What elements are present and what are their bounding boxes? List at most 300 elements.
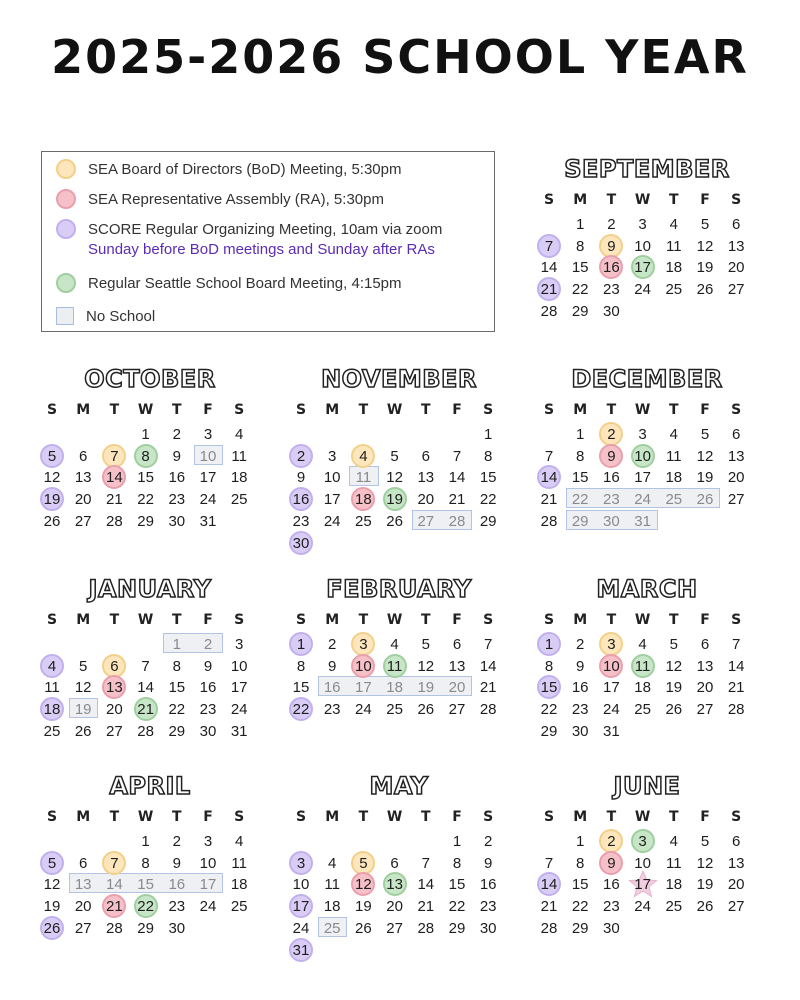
weekday-label: T bbox=[172, 809, 182, 825]
calendar-day: 9 bbox=[296, 469, 306, 487]
weekday-label: T bbox=[669, 612, 679, 628]
weekday-label: F bbox=[700, 612, 710, 628]
calendar-day: 24 bbox=[292, 919, 310, 937]
calendar-day: 28 bbox=[137, 722, 154, 740]
weekday-label: M bbox=[325, 809, 340, 825]
calendar-day: 4 bbox=[669, 833, 678, 850]
calendar-day: 18 bbox=[665, 259, 683, 277]
calendar-day: 27 bbox=[727, 491, 745, 509]
calendar-day: 18 bbox=[230, 469, 248, 487]
calendar-day: 8 bbox=[452, 854, 462, 872]
calendar-day: 30 bbox=[603, 512, 620, 530]
calendar-day: 29 bbox=[540, 722, 558, 740]
calendar-day: 4 bbox=[669, 426, 678, 443]
calendar-day: 11 bbox=[634, 657, 651, 675]
calendar-day: 20 bbox=[727, 876, 745, 894]
calendar-day: 23 bbox=[323, 701, 341, 719]
calendar-day: 15 bbox=[540, 679, 558, 697]
calendar-day: 17 bbox=[603, 679, 620, 697]
calendar-day: 2 bbox=[203, 636, 213, 653]
weekday-label: T bbox=[669, 809, 679, 825]
calendar-day: 29 bbox=[137, 512, 154, 530]
month-title: MAY bbox=[369, 772, 429, 800]
calendar-day: 11 bbox=[386, 657, 403, 675]
calendar-day: 27 bbox=[727, 898, 745, 916]
calendar-day: 31 bbox=[199, 512, 217, 530]
calendar-day: 9 bbox=[203, 657, 213, 675]
calendar-day: 2 bbox=[484, 833, 493, 850]
calendar-day: 25 bbox=[634, 701, 651, 719]
weekday-label: T bbox=[421, 612, 431, 628]
calendar-day: 22 bbox=[168, 701, 186, 719]
calendar-day: 25 bbox=[665, 281, 683, 299]
calendar-day: 7 bbox=[544, 447, 554, 465]
calendar-day: 6 bbox=[732, 833, 741, 850]
calendar-day: 16 bbox=[292, 491, 310, 509]
calendar-day: 18 bbox=[43, 701, 61, 719]
month-title: MARCH bbox=[596, 575, 698, 603]
calendar-day: 8 bbox=[576, 237, 585, 255]
calendar-day: 24 bbox=[199, 491, 217, 509]
weekday-label: W bbox=[137, 612, 154, 628]
calendar-day: 26 bbox=[43, 512, 61, 530]
calendar-day: 31 bbox=[634, 512, 651, 530]
calendar-day: 29 bbox=[168, 722, 186, 740]
weekday-label: M bbox=[573, 612, 588, 628]
page-title: 2025-2026 SCHOOL YEAR bbox=[51, 30, 749, 84]
calendar-day: 19 bbox=[417, 679, 435, 697]
weekday-label: S bbox=[543, 192, 555, 208]
calendar-day: 7 bbox=[544, 854, 554, 872]
calendar-day: 1 bbox=[296, 636, 306, 653]
calendar-day: 15 bbox=[479, 469, 497, 487]
calendar-day: 16 bbox=[603, 469, 620, 487]
calendar-day: 6 bbox=[79, 854, 88, 872]
calendar-day: 4 bbox=[328, 854, 337, 872]
calendar-day: 6 bbox=[390, 854, 399, 872]
month-title: JANUARY bbox=[88, 575, 212, 603]
calendar-day: 3 bbox=[328, 447, 337, 465]
calendar-day: 17 bbox=[199, 876, 217, 894]
weekday-label: M bbox=[325, 402, 340, 418]
calendar-day: 11 bbox=[666, 854, 682, 872]
calendar-day: 26 bbox=[696, 898, 714, 916]
calendar-day: 23 bbox=[292, 512, 310, 530]
weekday-label: F bbox=[700, 402, 710, 418]
calendar-day: 10 bbox=[603, 657, 620, 675]
calendar-day: 28 bbox=[540, 919, 558, 937]
weekday-label: S bbox=[234, 402, 245, 418]
calendar-day: 12 bbox=[417, 657, 435, 675]
weekday-label: S bbox=[483, 402, 494, 418]
calendar-day: 27 bbox=[74, 512, 92, 530]
calendar-day: 19 bbox=[386, 491, 403, 509]
calendar-day: 12 bbox=[386, 469, 403, 487]
calendar-day: 13 bbox=[696, 657, 714, 675]
calendar-day: 16 bbox=[603, 876, 620, 894]
weekday-label: S bbox=[295, 809, 307, 825]
calendar-day: 24 bbox=[634, 281, 651, 299]
weekday-label: S bbox=[543, 809, 555, 825]
calendar-day: 2 bbox=[296, 447, 306, 465]
calendar-day: 19 bbox=[696, 469, 714, 487]
calendar-day: 23 bbox=[571, 701, 589, 719]
weekday-label: M bbox=[573, 192, 588, 208]
calendar-day: 26 bbox=[386, 512, 403, 530]
weekday-label: W bbox=[634, 192, 651, 208]
calendar-day: 7 bbox=[544, 237, 554, 255]
calendar-day: 3 bbox=[235, 636, 244, 653]
calendar-day: 10 bbox=[634, 854, 651, 872]
calendar-day: 11 bbox=[324, 876, 340, 894]
calendar-day: 30 bbox=[168, 512, 186, 530]
calendar-day: 16 bbox=[323, 679, 341, 697]
calendar-day: 22 bbox=[571, 898, 589, 916]
weekday-label: M bbox=[76, 809, 91, 825]
calendar-day: 4 bbox=[47, 657, 57, 675]
weekday-label: T bbox=[669, 192, 679, 208]
calendar-day: 5 bbox=[47, 447, 57, 465]
calendar-day: 19 bbox=[665, 679, 683, 697]
weekday-label: W bbox=[634, 402, 651, 418]
weekday-label: S bbox=[483, 809, 494, 825]
calendar-day: 22 bbox=[137, 491, 154, 509]
weekday-label: S bbox=[543, 612, 555, 628]
calendar-day: 20 bbox=[727, 469, 745, 487]
weekday-label: W bbox=[386, 809, 403, 825]
calendar-day: 2 bbox=[328, 636, 337, 653]
calendar-day: 17 bbox=[355, 679, 372, 697]
weekday-label: T bbox=[669, 402, 679, 418]
calendar-day: 1 bbox=[544, 636, 554, 653]
weekday-label: S bbox=[543, 402, 555, 418]
calendar-day: 31 bbox=[603, 722, 620, 740]
calendar-day: 6 bbox=[452, 636, 462, 653]
calendar-day: 13 bbox=[727, 447, 745, 465]
calendar-day: 7 bbox=[110, 447, 119, 465]
calendar-day: 2 bbox=[172, 426, 181, 443]
calendar-day: 21 bbox=[448, 491, 466, 509]
legend-label-score-note: Sunday before BoD meetings and Sunday after RAs bbox=[88, 241, 435, 258]
calendar-day: 6 bbox=[110, 657, 119, 675]
calendar-day: 26 bbox=[355, 919, 372, 937]
calendar-day: 23 bbox=[479, 898, 497, 916]
calendar-day: 3 bbox=[359, 636, 368, 653]
calendar-day: 15 bbox=[571, 876, 589, 894]
calendar-day: 17 bbox=[230, 679, 248, 697]
calendar-day: 28 bbox=[106, 512, 123, 530]
weekday-label: T bbox=[606, 809, 617, 825]
weekday-label: F bbox=[452, 612, 462, 628]
calendar-day: 12 bbox=[665, 657, 683, 675]
calendar-day: 14 bbox=[137, 679, 154, 697]
calendar-day: 24 bbox=[603, 701, 620, 719]
bod-dot-icon bbox=[56, 159, 76, 179]
legend-label-ra: SEA Representative Assembly (RA), 5:30pm bbox=[88, 191, 384, 208]
weekday-label: M bbox=[76, 402, 91, 418]
calendar-day: 12 bbox=[43, 876, 61, 894]
calendar-day: 12 bbox=[696, 854, 714, 872]
calendar-day: 19 bbox=[43, 491, 61, 509]
calendar-day: 21 bbox=[137, 701, 154, 719]
calendar-day: 27 bbox=[386, 919, 403, 937]
weekday-label: T bbox=[421, 402, 431, 418]
legend-item-score bbox=[56, 220, 442, 260]
calendar-day: 24 bbox=[634, 898, 651, 916]
calendar-day: 14 bbox=[448, 469, 466, 487]
weekday-label: S bbox=[295, 612, 307, 628]
calendar-day: 21 bbox=[540, 898, 558, 916]
ra-dot-icon bbox=[56, 189, 76, 209]
calendar-day: 18 bbox=[665, 876, 683, 894]
legend-score-text bbox=[88, 220, 442, 260]
calendar-day: 11 bbox=[231, 854, 247, 872]
calendar-day: 9 bbox=[576, 657, 585, 675]
weekday-label: W bbox=[386, 612, 403, 628]
calendar-day: 3 bbox=[638, 833, 647, 850]
calendar-day: 15 bbox=[292, 679, 310, 697]
calendar-day: 7 bbox=[452, 447, 462, 465]
board-dot-icon bbox=[56, 273, 76, 293]
calendar-day: 28 bbox=[540, 512, 558, 530]
calendar-day: 19 bbox=[696, 259, 714, 277]
calendar-day: 21 bbox=[727, 679, 745, 697]
calendar-day: 16 bbox=[571, 679, 589, 697]
calendar-day: 5 bbox=[700, 426, 710, 443]
month-title: APRIL bbox=[109, 772, 191, 800]
calendar-day: 29 bbox=[571, 919, 589, 937]
month-title: JUNE bbox=[613, 772, 681, 800]
calendar-day: 17 bbox=[634, 469, 651, 487]
calendar-day: 12 bbox=[355, 876, 372, 894]
calendar-day: 21 bbox=[106, 898, 123, 916]
month-title: OCTOBER bbox=[84, 365, 216, 393]
calendar-day: 16 bbox=[199, 679, 217, 697]
calendar-day: 8 bbox=[141, 854, 150, 872]
weekday-label: F bbox=[452, 809, 462, 825]
calendar-day: 9 bbox=[607, 237, 616, 255]
legend-item-board bbox=[56, 274, 402, 294]
calendar-day: 28 bbox=[540, 302, 558, 320]
calendar-day: 26 bbox=[696, 491, 714, 509]
calendar-day: 4 bbox=[235, 426, 244, 443]
calendar-day: 23 bbox=[168, 898, 186, 916]
calendar-day: 20 bbox=[448, 679, 466, 697]
weekday-label: T bbox=[606, 612, 617, 628]
calendar-day: 30 bbox=[292, 534, 310, 552]
calendar-day: 25 bbox=[355, 512, 372, 530]
calendar-day: 18 bbox=[355, 491, 372, 509]
calendar-day: 30 bbox=[571, 722, 589, 740]
calendar-day: 1 bbox=[576, 216, 585, 233]
calendar-day: 30 bbox=[199, 722, 217, 740]
calendar-day: 17 bbox=[292, 898, 310, 916]
weekday-label: S bbox=[295, 402, 307, 418]
calendar-day: 28 bbox=[417, 919, 435, 937]
calendar-day: 13 bbox=[417, 469, 435, 487]
calendar-day: 23 bbox=[199, 701, 217, 719]
calendar-day: 9 bbox=[607, 447, 616, 465]
calendar-day: 28 bbox=[479, 701, 497, 719]
calendar-day: 10 bbox=[323, 469, 341, 487]
calendar-day: 21 bbox=[479, 679, 497, 697]
weekday-label: T bbox=[421, 809, 431, 825]
weekday-label: S bbox=[731, 402, 742, 418]
calendar-day: 20 bbox=[417, 491, 435, 509]
calendar-day: 11 bbox=[231, 447, 247, 465]
weekday-label: S bbox=[46, 612, 58, 628]
calendar-day: 5 bbox=[700, 216, 710, 233]
legend-label-score: SCORE Regular Organizing Meeting, 10am via zoom bbox=[88, 221, 443, 238]
calendar-day: 6 bbox=[421, 447, 430, 465]
weekday-label: F bbox=[452, 402, 462, 418]
calendar-day: 11 bbox=[44, 679, 60, 697]
calendar-day: 30 bbox=[603, 302, 620, 320]
weekday-label: T bbox=[606, 192, 617, 208]
calendar-day: 27 bbox=[417, 512, 435, 530]
calendar-day: 17 bbox=[199, 469, 217, 487]
calendar-day: 18 bbox=[634, 679, 651, 697]
weekday-label: F bbox=[203, 402, 213, 418]
calendar-day: 26 bbox=[696, 281, 714, 299]
weekday-label: S bbox=[46, 809, 58, 825]
calendar-day: 4 bbox=[235, 833, 244, 850]
legend-label-board: Regular Seattle School Board Meeting, 4:15pm bbox=[88, 275, 402, 292]
weekday-label: F bbox=[203, 809, 213, 825]
calendar-day: 13 bbox=[74, 469, 92, 487]
calendar-day: 10 bbox=[199, 854, 217, 872]
weekday-label: T bbox=[358, 402, 369, 418]
calendar-day: 16 bbox=[168, 469, 186, 487]
calendar-day: 19 bbox=[74, 701, 92, 719]
calendar-day: 18 bbox=[323, 898, 341, 916]
calendar-day: 19 bbox=[43, 898, 61, 916]
calendar-day: 30 bbox=[603, 919, 620, 937]
calendar-day: 5 bbox=[669, 636, 678, 653]
weekday-label: T bbox=[358, 612, 369, 628]
calendar-day: 2 bbox=[576, 636, 585, 653]
calendar-day: 28 bbox=[727, 701, 745, 719]
legend-label-no-school: No School bbox=[86, 308, 156, 325]
calendar-day: 9 bbox=[172, 447, 181, 465]
weekday-label: F bbox=[700, 809, 710, 825]
calendar-day: 17 bbox=[634, 876, 651, 894]
calendar-day: 26 bbox=[74, 722, 92, 740]
calendar-day: 4 bbox=[359, 447, 368, 465]
calendar-day: 9 bbox=[607, 854, 616, 872]
legend-item-bod bbox=[56, 160, 401, 180]
calendar-day: 15 bbox=[137, 469, 154, 487]
calendar-day: 7 bbox=[141, 657, 150, 675]
weekday-label: T bbox=[172, 402, 182, 418]
calendar-day: 30 bbox=[168, 919, 186, 937]
calendar-day: 4 bbox=[669, 216, 678, 233]
weekday-label: W bbox=[137, 402, 154, 418]
no-school-box-icon bbox=[56, 307, 74, 325]
calendar-day: 26 bbox=[417, 701, 435, 719]
calendar-day: 28 bbox=[106, 919, 123, 937]
calendar-day: 10 bbox=[355, 657, 372, 675]
calendar-day: 22 bbox=[540, 701, 558, 719]
calendar-day: 4 bbox=[638, 636, 647, 653]
calendar-day: 6 bbox=[732, 426, 741, 443]
calendar-day: 10 bbox=[292, 876, 310, 894]
calendar-day: 18 bbox=[665, 469, 683, 487]
calendar-day: 21 bbox=[540, 281, 558, 299]
calendar-day: 11 bbox=[666, 237, 682, 255]
calendar-day: 13 bbox=[106, 679, 123, 697]
calendar-day: 14 bbox=[540, 259, 558, 277]
weekday-label: S bbox=[731, 192, 742, 208]
calendar-day: 29 bbox=[571, 512, 589, 530]
calendar-day: 6 bbox=[79, 447, 88, 465]
calendar-day: 15 bbox=[448, 876, 466, 894]
calendar-day: 29 bbox=[448, 919, 466, 937]
calendar-day: 22 bbox=[479, 491, 497, 509]
legend-label-bod: SEA Board of Directors (BoD) Meeting, 5:30pm bbox=[88, 161, 402, 178]
month-title: SEPTEMBER bbox=[564, 155, 730, 183]
calendar-day: 25 bbox=[386, 701, 403, 719]
calendar-day: 7 bbox=[110, 854, 119, 872]
calendar-day: 31 bbox=[292, 941, 310, 959]
weekday-label: S bbox=[731, 612, 742, 628]
calendar-day: 23 bbox=[603, 281, 620, 299]
calendar-day: 21 bbox=[417, 898, 435, 916]
calendar-day: 13 bbox=[727, 854, 745, 872]
calendar-day: 1 bbox=[576, 426, 585, 443]
calendar-day: 12 bbox=[74, 679, 92, 697]
calendar-day: 7 bbox=[421, 854, 430, 872]
calendar-day: 20 bbox=[696, 679, 714, 697]
weekday-label: M bbox=[573, 809, 588, 825]
calendar-day: 25 bbox=[665, 898, 683, 916]
calendar-day: 20 bbox=[386, 898, 403, 916]
calendar-day: 26 bbox=[665, 701, 683, 719]
calendar-day: 10 bbox=[230, 657, 248, 675]
calendar-day: 1 bbox=[141, 426, 150, 443]
calendar-day: 29 bbox=[571, 302, 589, 320]
calendar-day: 3 bbox=[296, 854, 306, 872]
weekday-label: W bbox=[137, 809, 154, 825]
calendar-day: 12 bbox=[43, 469, 61, 487]
weekday-label: T bbox=[109, 809, 120, 825]
weekday-label: M bbox=[325, 612, 340, 628]
calendar-day: 21 bbox=[540, 491, 558, 509]
calendar-day: 8 bbox=[544, 657, 554, 675]
calendar-day: 2 bbox=[172, 833, 181, 850]
calendar-day: 10 bbox=[634, 237, 651, 255]
calendar-day: 8 bbox=[576, 447, 585, 465]
calendar-day: 14 bbox=[540, 469, 558, 487]
calendar-day: 22 bbox=[292, 701, 310, 719]
weekday-label: W bbox=[634, 612, 651, 628]
weekday-label: W bbox=[386, 402, 403, 418]
legend bbox=[41, 151, 495, 332]
calendar-day: 11 bbox=[355, 469, 372, 487]
calendar-day: 26 bbox=[43, 919, 61, 937]
calendar-day: 8 bbox=[141, 447, 150, 465]
weekday-label: T bbox=[109, 402, 120, 418]
weekday-label: S bbox=[46, 402, 58, 418]
calendar-day: 22 bbox=[448, 898, 466, 916]
calendar-day: 24 bbox=[634, 491, 651, 509]
calendar-day: 24 bbox=[230, 701, 248, 719]
calendar-day: 2 bbox=[607, 426, 616, 443]
calendar-day: 12 bbox=[696, 237, 714, 255]
calendar-day: 1 bbox=[484, 426, 493, 443]
calendar-day: 16 bbox=[479, 876, 497, 894]
calendar-day: 25 bbox=[43, 722, 61, 740]
